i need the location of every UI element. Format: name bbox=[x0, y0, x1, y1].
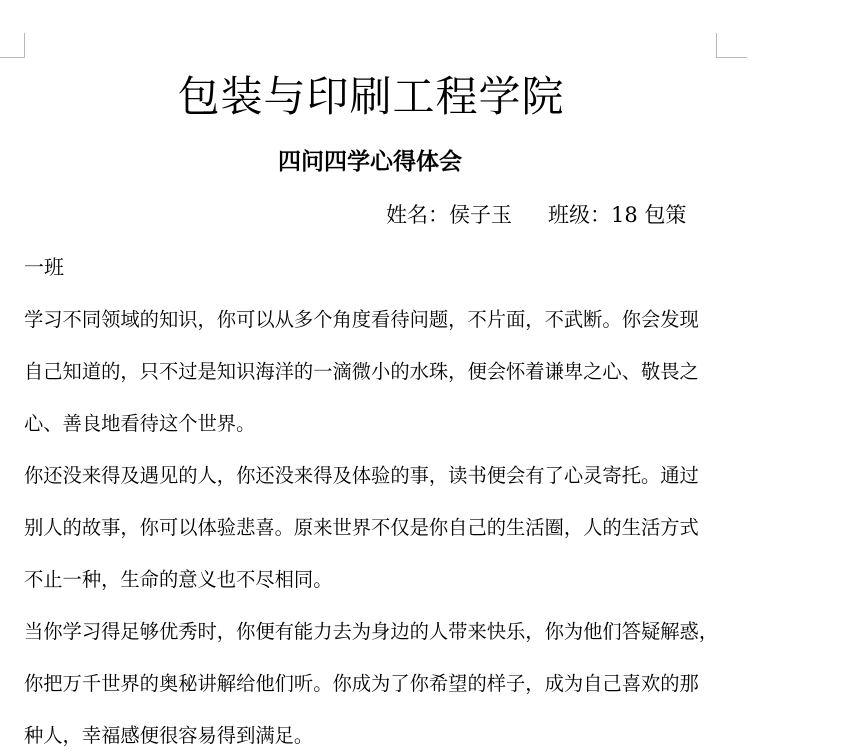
body-line: 别人的故事，你可以体验悲喜。原来世界不仅是你自己的生活圈，人的生活方式 bbox=[24, 516, 699, 539]
body-line: 种人，幸福感便很容易得到满足。 bbox=[24, 724, 314, 747]
body-line: 你还没来得及遇见的人，你还没来得及体验的事，读书便会有了心灵寄托。通过 bbox=[24, 464, 699, 487]
author-class: 班级：18 包策 bbox=[548, 203, 687, 227]
author-name: 姓名：侯子玉 bbox=[386, 203, 512, 227]
author-line bbox=[386, 198, 686, 232]
body-line: 心、善良地看待这个世界。 bbox=[24, 412, 256, 435]
author-class-continuation: 一班 bbox=[24, 255, 64, 279]
body-line: 当你学习得足够优秀时，你便有能力去为身边的人带来快乐，你为他们答疑解惑， bbox=[24, 620, 719, 643]
body-line: 自己知道的，只不过是知识海洋的一滴微小的水珠，便会怀着谦卑之心、敬畏之 bbox=[24, 360, 699, 383]
page-corner-mark-left bbox=[0, 33, 25, 58]
body-line: 不止一种，生命的意义也不尽相同。 bbox=[24, 568, 333, 591]
document-title: 包装与印刷工程学院 bbox=[177, 72, 565, 121]
page-corner-mark-right bbox=[716, 33, 747, 58]
body-line: 学习不同领域的知识，你可以从多个角度看待问题，不片面，不武断。你会发现 bbox=[24, 308, 699, 331]
body-line: 你把万千世界的奥秘讲解给他们听。你成为了你希望的样子，成为自己喜欢的那 bbox=[24, 672, 699, 695]
document-subtitle: 四问四学心得体会 bbox=[278, 148, 462, 175]
